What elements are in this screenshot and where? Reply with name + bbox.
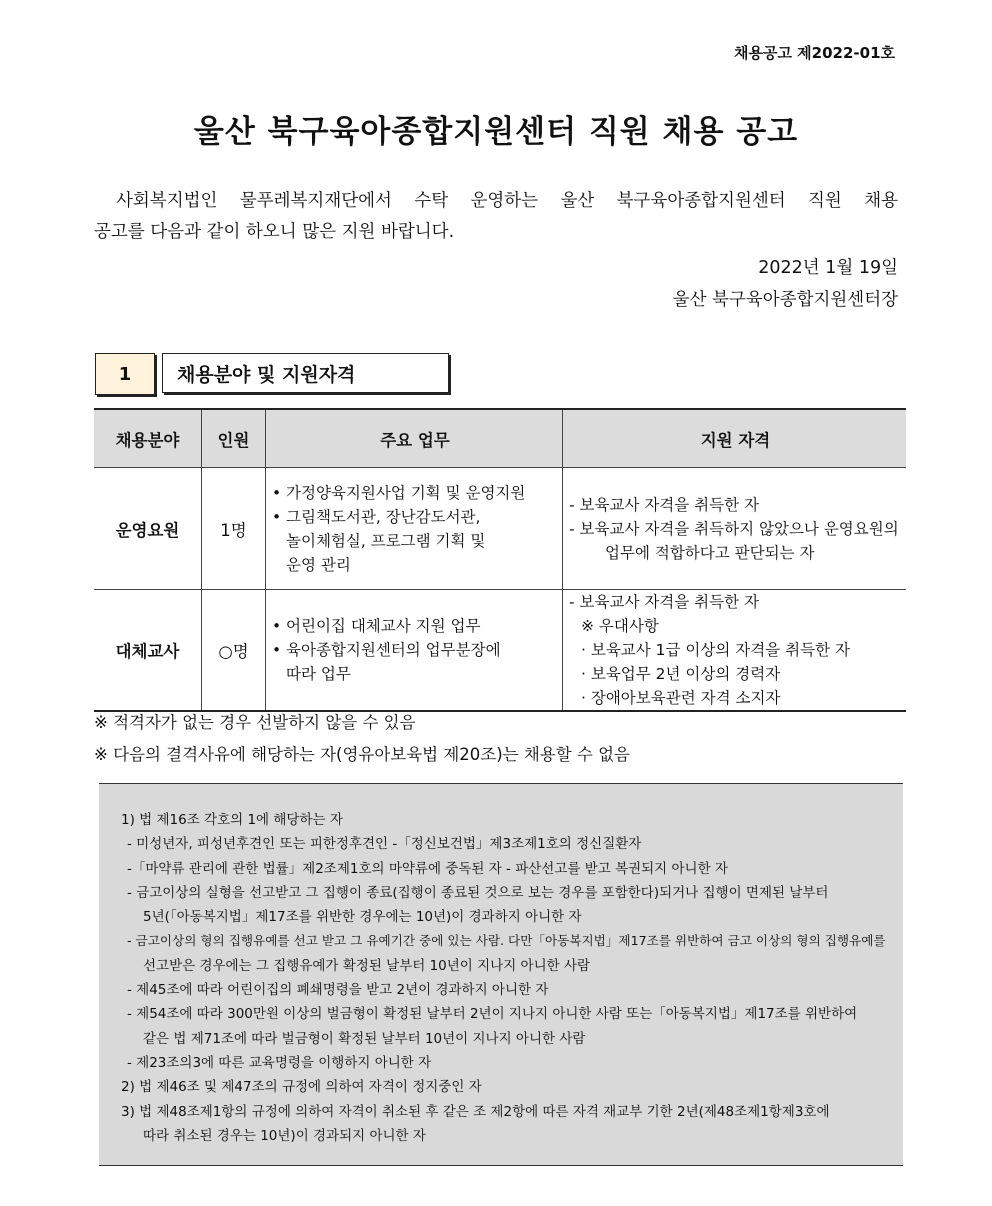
- qual-line: · 보육업무 2년 이상의 경력자: [581, 665, 781, 683]
- disq-line: 1) 법 제16조 각호의 1에 해당하는 자: [121, 812, 343, 828]
- header-count: 인원: [202, 409, 266, 468]
- recruitment-table: [94, 408, 906, 712]
- disq-line: 5년(「아동복지법」제17조를 위반한 경우에는 10년)이 경과하지 아니한 자: [143, 909, 582, 926]
- duties-cell: [266, 468, 563, 590]
- duties-cell: [266, 590, 563, 712]
- duty-item: • 어린이집 대체교사 지원 업무: [272, 614, 558, 638]
- disq-line: 같은 법 제71조에 따라 벌금형이 확정된 날부터 10년이 지나지 아니한 사람: [143, 1030, 586, 1047]
- disq-line: 선고받은 경우에는 그 집행유예가 확정된 날부터 10년이 지나지 아니한 사람: [143, 957, 591, 974]
- count-cell: 1명: [202, 468, 266, 590]
- disq-line: - 제54조에 따라 300만원 이상의 벌금형이 확정된 날부터 2년이 지나지 아니한 사람 또는「아동복지법」제17조를 위반하여: [127, 1006, 858, 1023]
- header-qualifications: 지원 자격: [563, 409, 907, 468]
- duty-item: • 가정양육지원사업 기획 및 운영지원: [272, 481, 558, 505]
- disq-line: 3) 법 제48조제1항의 규정에 의하여 자격이 취소된 후 같은 조 제2항에 따른 자격 재교부 기한 2년(제48조제1항제3호에: [121, 1103, 830, 1120]
- page-title: 울산 북구육아종합지원센터 직원 채용 공고: [193, 114, 799, 150]
- header-field: 채용분야: [94, 409, 202, 468]
- disq-line: - 미성년자, 피성년후견인 또는 피한정후견인 -「정신보건법」제3조제1호의 정신질환자: [127, 836, 642, 853]
- duty-item: • 육아종합지원센터의 업무분장에 따라 업무: [272, 638, 558, 686]
- disq-line: - 금고이상의 실형을 선고받고 그 집행이 종료(집행이 종료된 것으로 보는 경우를 포함한다)되거나 집행이 면제된 날부터: [127, 884, 829, 901]
- notice-date: 2022년 1월 19일: [758, 258, 898, 278]
- table-row: [94, 468, 906, 590]
- signer: 울산 북구육아종합지원센터장: [672, 290, 898, 310]
- section-number: 1: [95, 353, 155, 395]
- intro-paragraph: [94, 186, 898, 248]
- note-no-candidate: ※ 적격자가 없는 경우 선발하지 않을 수 있음: [94, 713, 416, 732]
- disqualification-box: [99, 783, 903, 1166]
- qual-line: ※ 우대사항: [581, 617, 659, 635]
- qual-line: · 장애아보육관련 자격 소지자: [581, 689, 781, 707]
- header-duties: 주요 업무: [266, 409, 563, 468]
- note-disqualification: ※ 다음의 결격사유에 해당하는 자(영유아보육법 제20조)는 채용할 수 없음: [94, 745, 630, 764]
- disq-line: 2) 법 제46조 및 제47조의 규정에 의하여 자격이 정지중인 자: [121, 1079, 482, 1096]
- qualifications-cell: [563, 590, 907, 712]
- table-header-row: [94, 409, 906, 468]
- disq-line: - 금고이상의 형의 집행유예를 선고 받고 그 유예기간 중에 있는 사람. 다만「아동복지법」제17조를 위반하여 금고 이상의 형의 집행유예를: [127, 933, 886, 949]
- disq-line: 따라 취소된 경우는 10년)이 경과되지 아니한 자: [143, 1127, 426, 1144]
- duty-item: • 그림책도서관, 장난감도서관, 놀이체험실, 프로그램 기획 및 운영 관리: [272, 505, 558, 577]
- disq-line: - 제23조의3에 따른 교육명령을 이행하지 아니한 자: [127, 1054, 432, 1071]
- qual-line: - 보육교사 자격을 취득하지 않았으나 운영요원의: [569, 519, 899, 538]
- intro-line-2: 공고를 다음과 같이 하오니 많은 지원 바랍니다.: [94, 222, 455, 242]
- disq-line: - 제45조에 따라 어린이집의 폐쇄명령을 받고 2년이 경과하지 아니한 자: [127, 982, 549, 999]
- table-row: [94, 590, 906, 712]
- qual-line: - 보육교사 자격을 취득한 자: [569, 593, 760, 611]
- field-cell: 대체교사: [94, 590, 202, 712]
- qual-line: 업무에 적합하다고 판단되는 자: [605, 543, 815, 562]
- count-cell: ○명: [202, 590, 266, 712]
- field-cell: 운영요원: [94, 468, 202, 590]
- disq-line: -「마약류 관리에 관한 법률」제2조제1호의 마약류에 중독된 자 - 파산선고를 받고 복권되지 아니한 자: [127, 860, 728, 877]
- qual-line: · 보육교사 1급 이상의 자격을 취득한 자: [581, 641, 850, 659]
- qual-line: - 보육교사 자격을 취득한 자: [569, 495, 760, 514]
- intro-line-1: 사회복지법인 물푸레복지재단에서 수탁 운영하는 울산 북구육아종합지원센터 직원 채용: [116, 191, 898, 211]
- notice-number: 채용공고 제2022-01호: [733, 44, 895, 62]
- section-title: 채용분야 및 지원자격: [162, 353, 449, 393]
- qualifications-cell: [563, 468, 907, 590]
